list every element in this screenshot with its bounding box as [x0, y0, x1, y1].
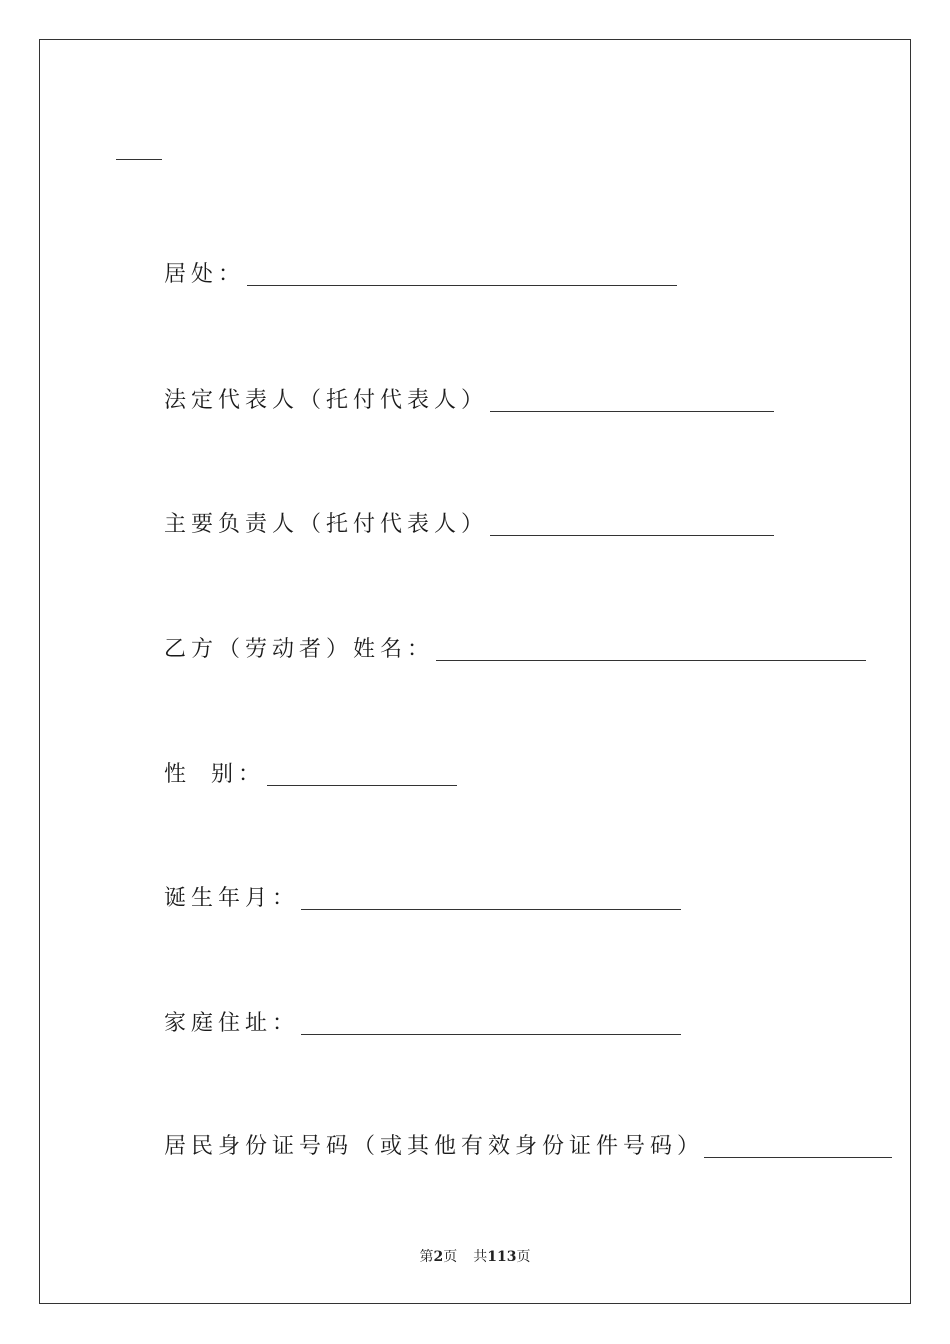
home-address-blank[interactable] — [301, 1034, 681, 1035]
gender-field — [164, 758, 457, 788]
principal-label: 主要负责人（托付代表人） — [164, 512, 489, 537]
legal-representative-label: 法定代表人（托付代表人） — [164, 388, 489, 413]
id-number-field — [164, 1130, 892, 1160]
top-rule — [116, 159, 162, 160]
birth-date-blank[interactable] — [301, 909, 681, 910]
page-border — [39, 39, 911, 1304]
page-prefix: 第 — [419, 1249, 434, 1265]
id-number-label: 居民身份证号码（或其他有效身份证件号码） — [164, 1134, 705, 1159]
residence-label: 居处： — [164, 262, 246, 287]
page-footer — [0, 1248, 950, 1266]
gender-label: 性 别： — [164, 762, 265, 787]
employee-name-label: 乙方（劳动者）姓名： — [164, 637, 435, 662]
residence-blank[interactable] — [247, 285, 677, 286]
home-address-field — [164, 1007, 681, 1037]
gender-blank[interactable] — [267, 785, 457, 786]
total-prefix: 共 — [473, 1249, 488, 1265]
birth-date-label: 诞生年月： — [164, 886, 300, 911]
birth-date-field — [164, 882, 681, 912]
total-suffix: 页 — [516, 1249, 531, 1265]
page-number: 2 — [433, 1249, 444, 1265]
employee-name-field — [164, 633, 866, 663]
employee-name-blank[interactable] — [436, 660, 866, 661]
legal-representative-field — [164, 384, 774, 414]
residence-field — [164, 258, 677, 288]
legal-representative-blank[interactable] — [490, 411, 774, 412]
page-suffix: 页 — [443, 1249, 458, 1265]
principal-blank[interactable] — [490, 535, 774, 536]
id-number-blank[interactable] — [704, 1157, 892, 1158]
principal-field — [164, 508, 774, 538]
home-address-label: 家庭住址： — [164, 1011, 300, 1036]
total-pages: 113 — [487, 1249, 517, 1265]
